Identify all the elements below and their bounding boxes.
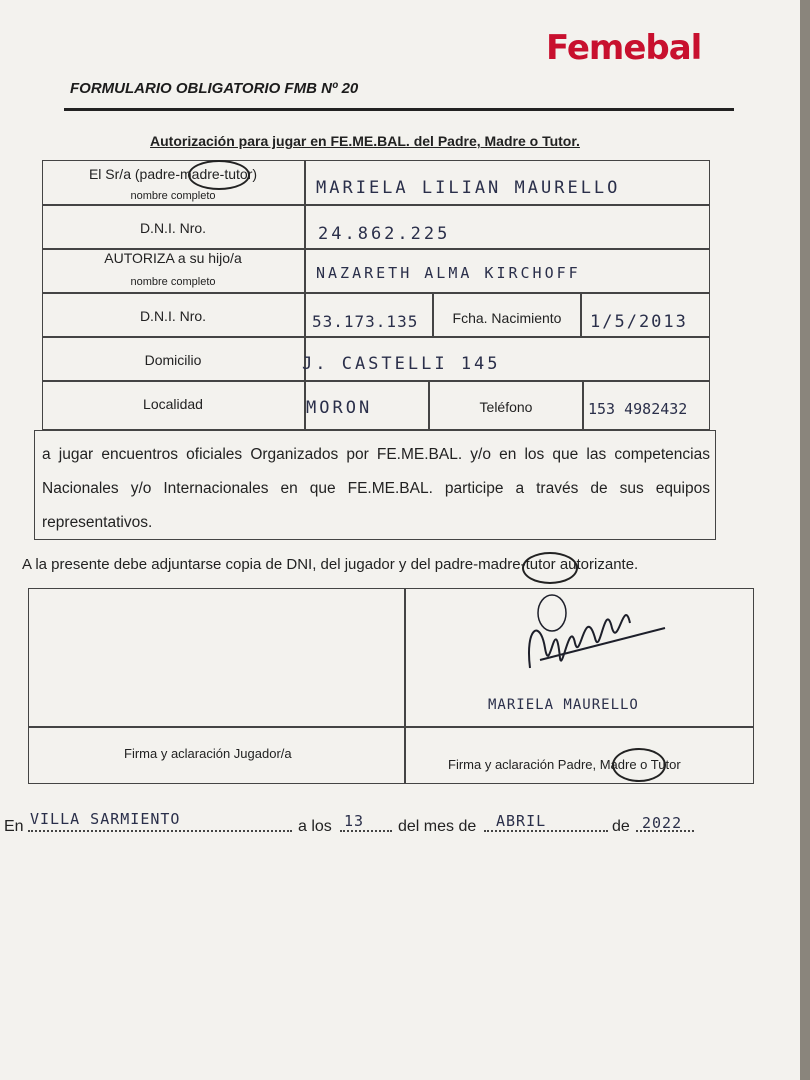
parent-handwritten-name: MARIELA MAURELLO [488,697,639,713]
player-signature-label: Firma y aclaración Jugador/a [124,746,292,761]
row-divider [42,380,710,382]
madre-circle-mark [188,160,250,190]
place-value: VILLA SARMIENTO [30,810,181,828]
col-divider [582,380,584,430]
domicilio-label: Domicilio [144,352,202,368]
child-dni-label: D.N.I. Nro. [139,308,207,324]
col-divider [304,160,306,430]
attachment-note: A la presente debe adjuntarse copia de DNI, del jugador y del padre-madre-tutor autorizante. [22,556,639,573]
child-name-value: NAZARETH ALMA KIRCHOFF [316,264,581,282]
footer-en-label: En [4,818,24,835]
day-value: 13 [344,812,365,830]
localidad-label: Localidad [143,396,203,412]
femebal-logo: Femebal [546,28,702,68]
form-title: FORMULARIO OBLIGATORIO FMB Nº 20 [70,80,359,97]
row-divider [42,336,710,338]
row-divider [42,204,710,206]
title-rule [64,108,734,111]
footer-mes-label: del mes de [398,818,477,835]
parent-signature [500,588,700,688]
domicilio-value: J. CASTELLI 145 [302,354,501,374]
col-divider [580,292,582,336]
autoriza-label: AUTORIZA a su hijo/a [104,250,242,266]
footer-de-label: de [612,818,630,835]
guardian-dni-value: 24.862.225 [318,224,451,244]
month-dotted-line [484,830,608,832]
row-divider [28,726,754,728]
birth-date-label: Fcha. Nacimiento [452,310,562,326]
telefono-label: Teléfono [479,399,533,415]
guardian-name-value: MARIELA LILIAN MAURELLO [316,178,621,198]
col-divider [404,588,406,784]
guardian-dni-label: D.N.I. Nro. [139,220,207,236]
year-value: 2022 [642,814,683,832]
authorization-paragraph: a jugar encuentros oficiales Organizados por FE.ME.BAL. y/o en los que las competencias Nacionales y/o Internacionales en que FE.ME.BAL. participe a través de sus equipos representativos. [42,446,710,531]
place-dotted-line [28,830,292,832]
autoriza-sublabel: nombre completo [130,276,216,288]
guardian-label: El Sr/a (padre-madre-tutor) [88,166,258,182]
telefono-value: 153 4982432 [588,400,688,418]
day-dotted-line [340,830,392,832]
month-value: ABRIL [496,812,547,830]
footer-a-los-label: a los [298,818,332,835]
localidad-value: MORON [306,398,373,418]
birth-date-value: 1/5/2013 [590,312,688,332]
child-dni-value: 53.173.135 [312,312,419,331]
form-subtitle: Autorización para jugar en FE.ME.BAL. del Padre, Madre o Tutor. [150,133,580,149]
row-divider [42,292,710,294]
parent-signature-label: Firma y aclaración Padre, Madre o Tutor [448,757,681,772]
guardian-sublabel: nombre completo [130,190,216,202]
madre-circle-mark [522,552,578,584]
madre-circle-mark [612,748,666,782]
